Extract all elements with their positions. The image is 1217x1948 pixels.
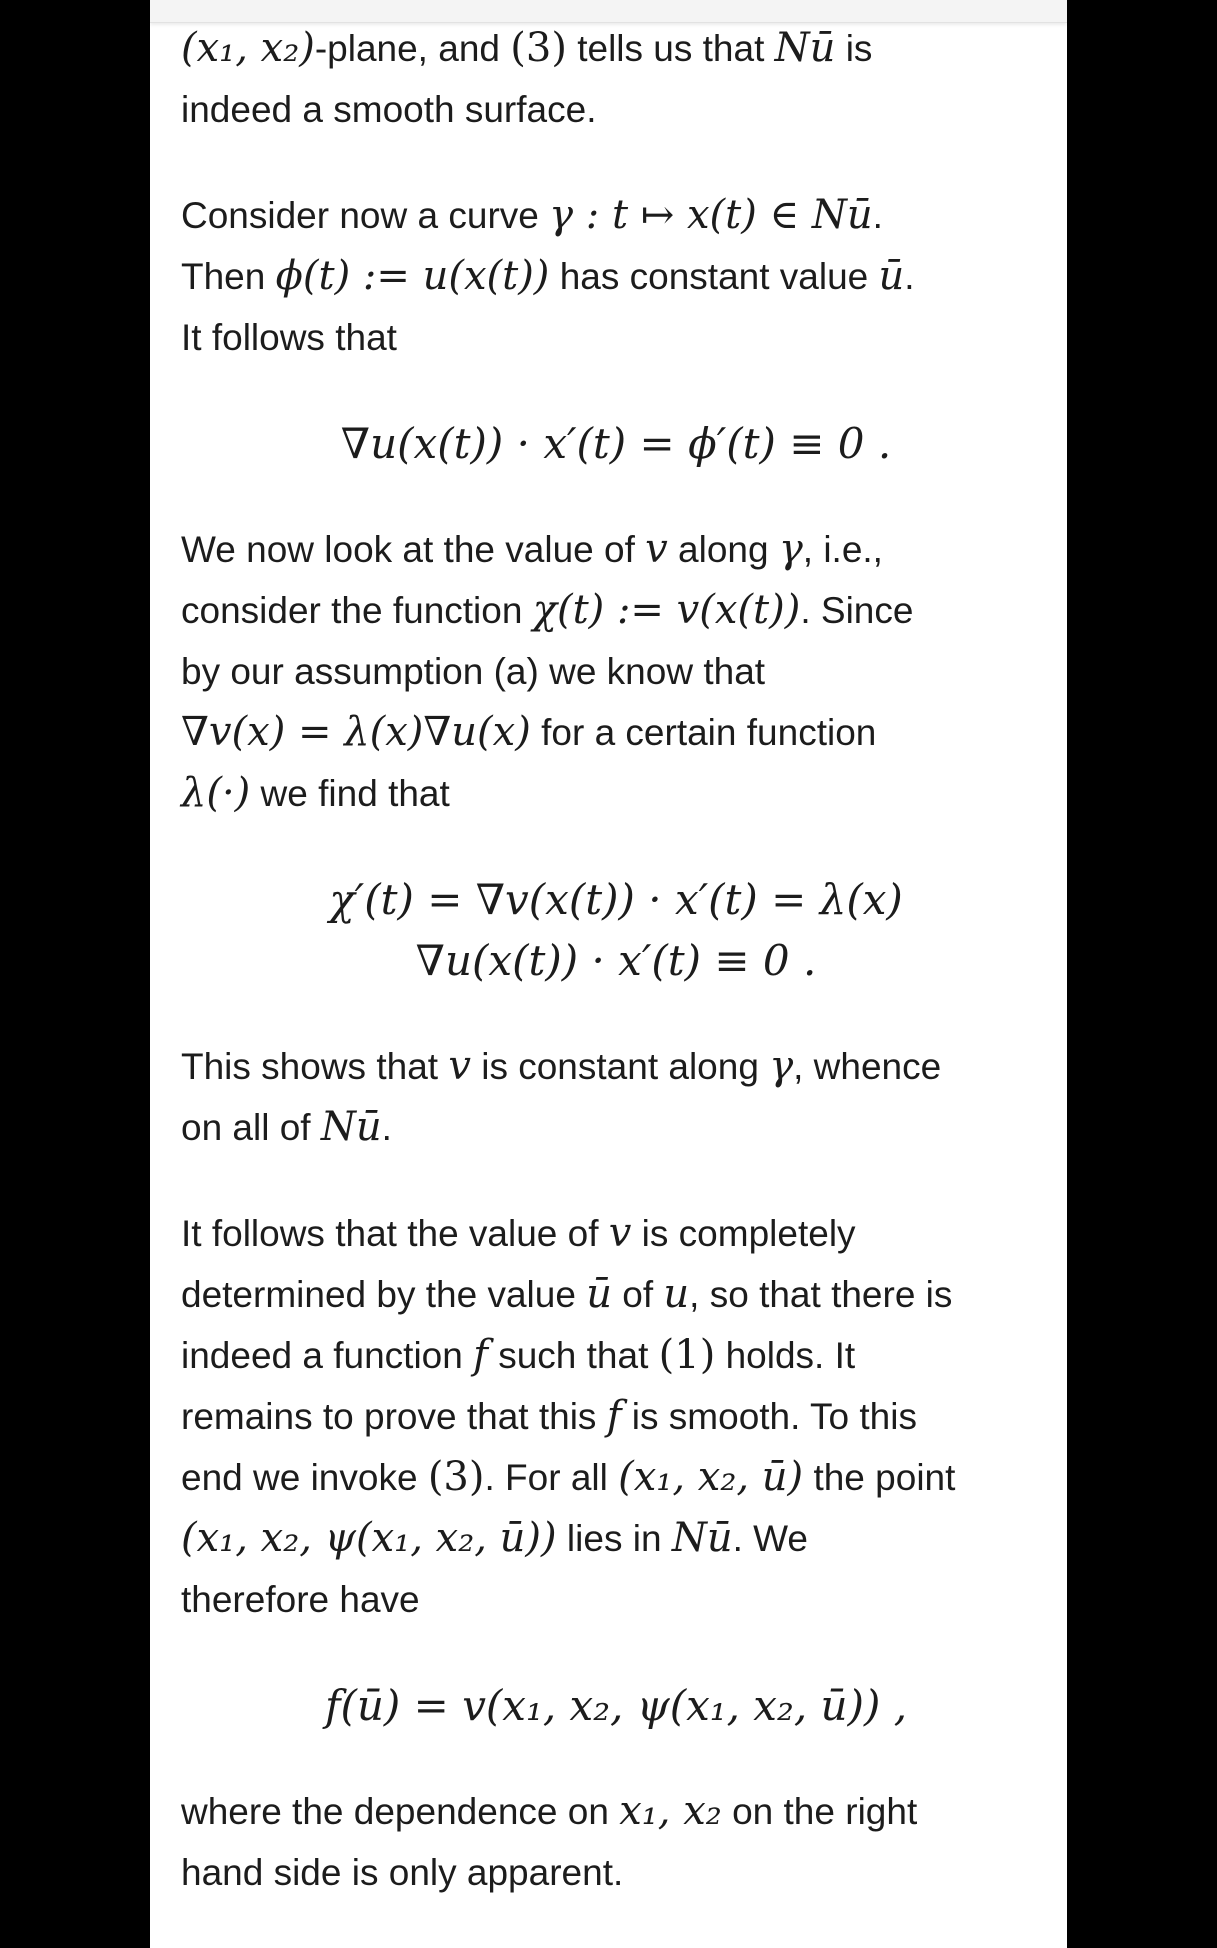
math-expression: χ′(t) = ∇v(x(t)) · x′(t) = λ(x): [329, 875, 903, 924]
text-run: indeed a smooth surface.: [181, 89, 597, 130]
math-expression: (3): [427, 1454, 485, 1500]
math-expression: λ(·): [181, 770, 251, 816]
text-run: holds. It: [715, 1335, 856, 1376]
text-run: It follows that: [181, 317, 397, 358]
math-expression: ∇v(x) = λ(x)∇u(x): [181, 709, 531, 755]
math-expression: f: [606, 1393, 622, 1439]
math-expression: Nū: [671, 1515, 733, 1561]
math-expression: v: [608, 1210, 632, 1256]
text-line: [181, 1569, 1051, 1630]
math-expression: (x₁, x₂): [181, 25, 315, 71]
math-expression: v: [448, 1043, 471, 1089]
text-run: , whence: [793, 1046, 942, 1087]
text-run: . Since: [800, 590, 914, 631]
math-expression: x₁, x₂: [619, 1788, 722, 1834]
math-expression: u: [663, 1271, 690, 1317]
math-expression: v: [645, 526, 668, 572]
math-expression: (1): [658, 1332, 716, 1378]
text-line: [181, 79, 1051, 140]
display-equation: [181, 869, 1051, 991]
text-run: where the dependence on: [181, 1791, 620, 1832]
text-line: [181, 763, 1051, 824]
text-run: end we invoke: [181, 1457, 428, 1498]
math-expression: (3): [510, 25, 567, 71]
text-run: consider the function: [181, 590, 533, 631]
text-line: [181, 702, 1051, 763]
text-run: It follows that the value of: [181, 1213, 609, 1254]
text-run: by our assumption (a) we know that: [181, 651, 766, 692]
text-run: we find that: [250, 773, 450, 814]
text-line: [181, 185, 1051, 246]
text-line: [181, 1386, 1051, 1447]
text-run: is completely: [631, 1213, 856, 1254]
text-line: [181, 1325, 1051, 1386]
paragraph: [181, 18, 1051, 140]
math-expression: f(ū) = v(x₁, x₂, ψ(x₁, x₂, ū)) ,: [324, 1681, 908, 1730]
math-expression: (x₁, x₂, ψ(x₁, x₂, ū)): [181, 1515, 557, 1561]
math-expression: γ : t ↦ x(t) ∈ Nū: [549, 192, 873, 238]
text-line: [181, 246, 1051, 307]
text-run: .: [872, 195, 883, 236]
math-expression: ∇u(x(t)) · x′(t) = ϕ′(t) ≡ 0 .: [340, 419, 892, 468]
text-run: on the right: [721, 1791, 918, 1832]
display-equation: [181, 413, 1051, 474]
text-run: . For all: [484, 1457, 619, 1498]
text-run: indeed a function: [181, 1335, 474, 1376]
text-run: .: [381, 1107, 392, 1148]
text-run: is smooth. To this: [621, 1396, 917, 1437]
text-line: [181, 641, 1051, 702]
text-line: [181, 1675, 1051, 1736]
text-line: [181, 1508, 1051, 1569]
text-run: has constant value: [549, 256, 879, 297]
paragraph: [181, 1036, 1051, 1158]
text-run: , i.e.,: [802, 529, 883, 570]
text-run: We now look at the value of: [181, 529, 646, 570]
text-line: [181, 1781, 1051, 1842]
text-run: on all of: [181, 1107, 321, 1148]
text-line: [181, 869, 1051, 930]
math-expression: (x₁, x₂, ū): [618, 1454, 804, 1500]
text-line: [181, 1447, 1051, 1508]
text-run: -plane, and: [314, 28, 511, 69]
math-expression: Nū: [320, 1104, 382, 1150]
math-expression: γ: [778, 526, 803, 572]
text-line: [181, 1097, 1051, 1158]
text-line: [181, 18, 1051, 79]
math-expression: f: [473, 1332, 488, 1378]
math-expression: ū: [878, 253, 905, 299]
text-run: Consider now a curve: [181, 195, 550, 236]
text-line: [181, 413, 1051, 474]
text-line: [181, 930, 1051, 991]
text-line: [181, 1203, 1051, 1264]
text-run: of: [611, 1274, 664, 1315]
text-run: the point: [803, 1457, 956, 1498]
paragraph: [181, 1203, 1051, 1630]
display-equation: [181, 1675, 1051, 1736]
text-run: remains to prove that this: [181, 1396, 607, 1437]
text-run: for a certain function: [530, 712, 877, 753]
text-run: .: [904, 256, 915, 297]
paragraph: [181, 185, 1051, 368]
text-run: hand side is only apparent.: [181, 1852, 624, 1893]
paragraph: [181, 1781, 1051, 1903]
text-run: tells us that: [566, 28, 775, 69]
math-expression: ϕ(t) := u(x(t)): [275, 253, 550, 299]
text-run: , so that there is: [689, 1274, 953, 1315]
math-expression: γ: [769, 1043, 794, 1089]
math-expression: ∇u(x(t)) · x′(t) ≡ 0 .: [415, 936, 817, 985]
text-line: [181, 1842, 1051, 1903]
text-run: is: [835, 28, 873, 69]
text-run: therefore have: [181, 1579, 420, 1620]
text-line: [181, 519, 1051, 580]
text-run: This shows that: [181, 1046, 449, 1087]
text-run: determined by the value: [181, 1274, 587, 1315]
text-run: such that: [487, 1335, 659, 1376]
math-expression: ū: [586, 1271, 612, 1317]
text-run: . We: [732, 1518, 808, 1559]
paragraph: [181, 519, 1051, 824]
text-run: along: [667, 529, 779, 570]
math-expression: Nū: [774, 25, 836, 71]
article-body[interactable]: [181, 18, 1051, 1948]
text-line: [181, 307, 1051, 368]
text-run: lies in: [556, 1518, 672, 1559]
text-run: Then: [181, 256, 276, 297]
text-line: [181, 580, 1051, 641]
math-expression: χ(t) := v(x(t)): [532, 587, 801, 633]
text-run: is constant along: [470, 1046, 770, 1087]
text-line: [181, 1264, 1051, 1325]
text-line: [181, 1036, 1051, 1097]
page: [150, 0, 1067, 1948]
